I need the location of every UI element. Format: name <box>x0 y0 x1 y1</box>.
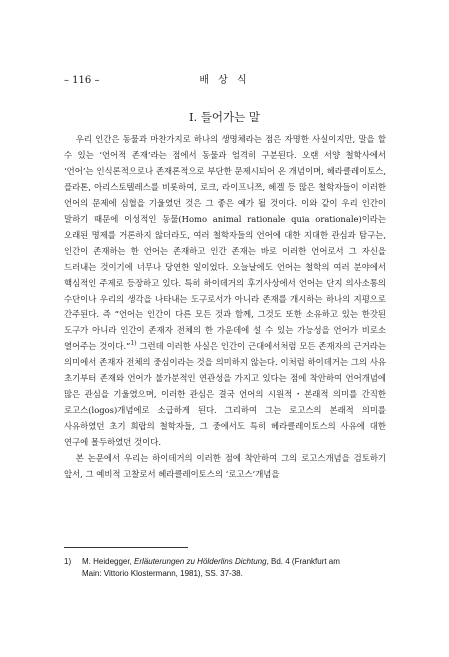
footnote-publisher: Main: Vittorio Klostermann, 1981), SS. 37-38. <box>82 569 243 578</box>
running-author: 배 상 식 <box>199 75 250 86</box>
footnote-author: M. Heidegger, <box>82 557 135 566</box>
footnote <box>64 556 386 580</box>
footnote-divider <box>64 547 188 548</box>
paragraph-1-text-b: 그런데 이러한 사실은 인간이 근대에서처럼 모든 존재자의 근거라는 의미에서 존재자 전체의 중심이라는 것을 의미하지 않는다. 이처럼 하이데거는 그의 사유 초기부터 존재와 언어가 불가분적인 연관성을 가지고 있다는 점에 착안하여 언어개념에 많은 관심을 기울였으며, 이러한 관심은 결국 언어의 시원적・본래적 의미를 간직한 로고스(logos)개념에로 소급하게 된다. 그리하여 그는 로고스의 본래적 의미를 사유하였던 초기 희랍의 철학자들, 그 중에서도 특히 헤라클레이토스의 사유에 대한 연구에 몰두하였던 것이다. <box>64 341 386 448</box>
footnote-citation: , Bd. 4 (Frankfurt am <box>266 557 340 566</box>
paragraph-1-text-a: 우리 인간은 동물과 마찬가지로 하나의 생명체라는 점은 자명한 사실이지만, 말을 할 수 있는 ‘언어적 존재’라는 점에서 동물과 엄격히 구분된다. 오랜 서양 철학사에서 ‘언어’는 인식론적으로나 존재론적으로 부단한 문제시되어 온 개념이며, 헤라클레이토스, 플라톤, 아리스토텔레스를 비롯하여, 로크, 라이프니쯔, 헤겔 등 많은 철학자들이 이러한 언어의 문제에 심혈을 기울였던 것은 그 좋은 예가 될 것이다. 이와 같이 우리 인간이 말하기 때문에 이성적인 동물(Homo animal rationale quia orationale)이라는 오래된 명제를 거론하지 않더라도, 여러 철학자들의 언어에 대한 지대한 관심과 탐구는, 인간이 존재하는 한 언어는 존재하고 인간 존재는 바로 이러한 언어로서 그 자신을 드러내는 것이기에 너무나 당연한 일이었다. 오늘날에도 언어는 철학의 여러 분야에서 핵심적인 주제로 등장하고 있다. 특히 하이데거의 후기사상에서 언어는 단지 의사소통의 수단이나 우리의 생각을 나타내는 도구로서가 아니라 존재를 개시하는 하나의 지평으로 간주된다. 즉 “언어는 인간이 다른 모든 것과 함께, 그것도 또한 소유하고 있는 한갓된 도구가 아니라 인간이 존재자 전체의 한 가운데에 설 수 있는 가능성을 언어가 비로소 열어주는 것이다.” <box>64 134 386 352</box>
paragraph-2: 본 논문에서 우리는 하이데거의 이러한 점에 착안하여 그의 로고스개념을 검토하기 앞서, 그 예비적 고찰로서 헤라클레이토스의 ‘로고스’개념을 <box>64 453 386 480</box>
section-title: I. 들어가는 말 <box>188 110 261 124</box>
paragraph-1 <box>64 132 386 451</box>
running-head <box>64 74 385 88</box>
footnote-mark: 1) <box>64 557 72 566</box>
footnote-reference[interactable]: 1) <box>130 340 137 348</box>
body-text <box>64 132 386 483</box>
footnote-book-title: Erläuterungen zu Hölderlins Dichtung <box>134 557 267 566</box>
page-number: – 116 – <box>64 75 100 86</box>
